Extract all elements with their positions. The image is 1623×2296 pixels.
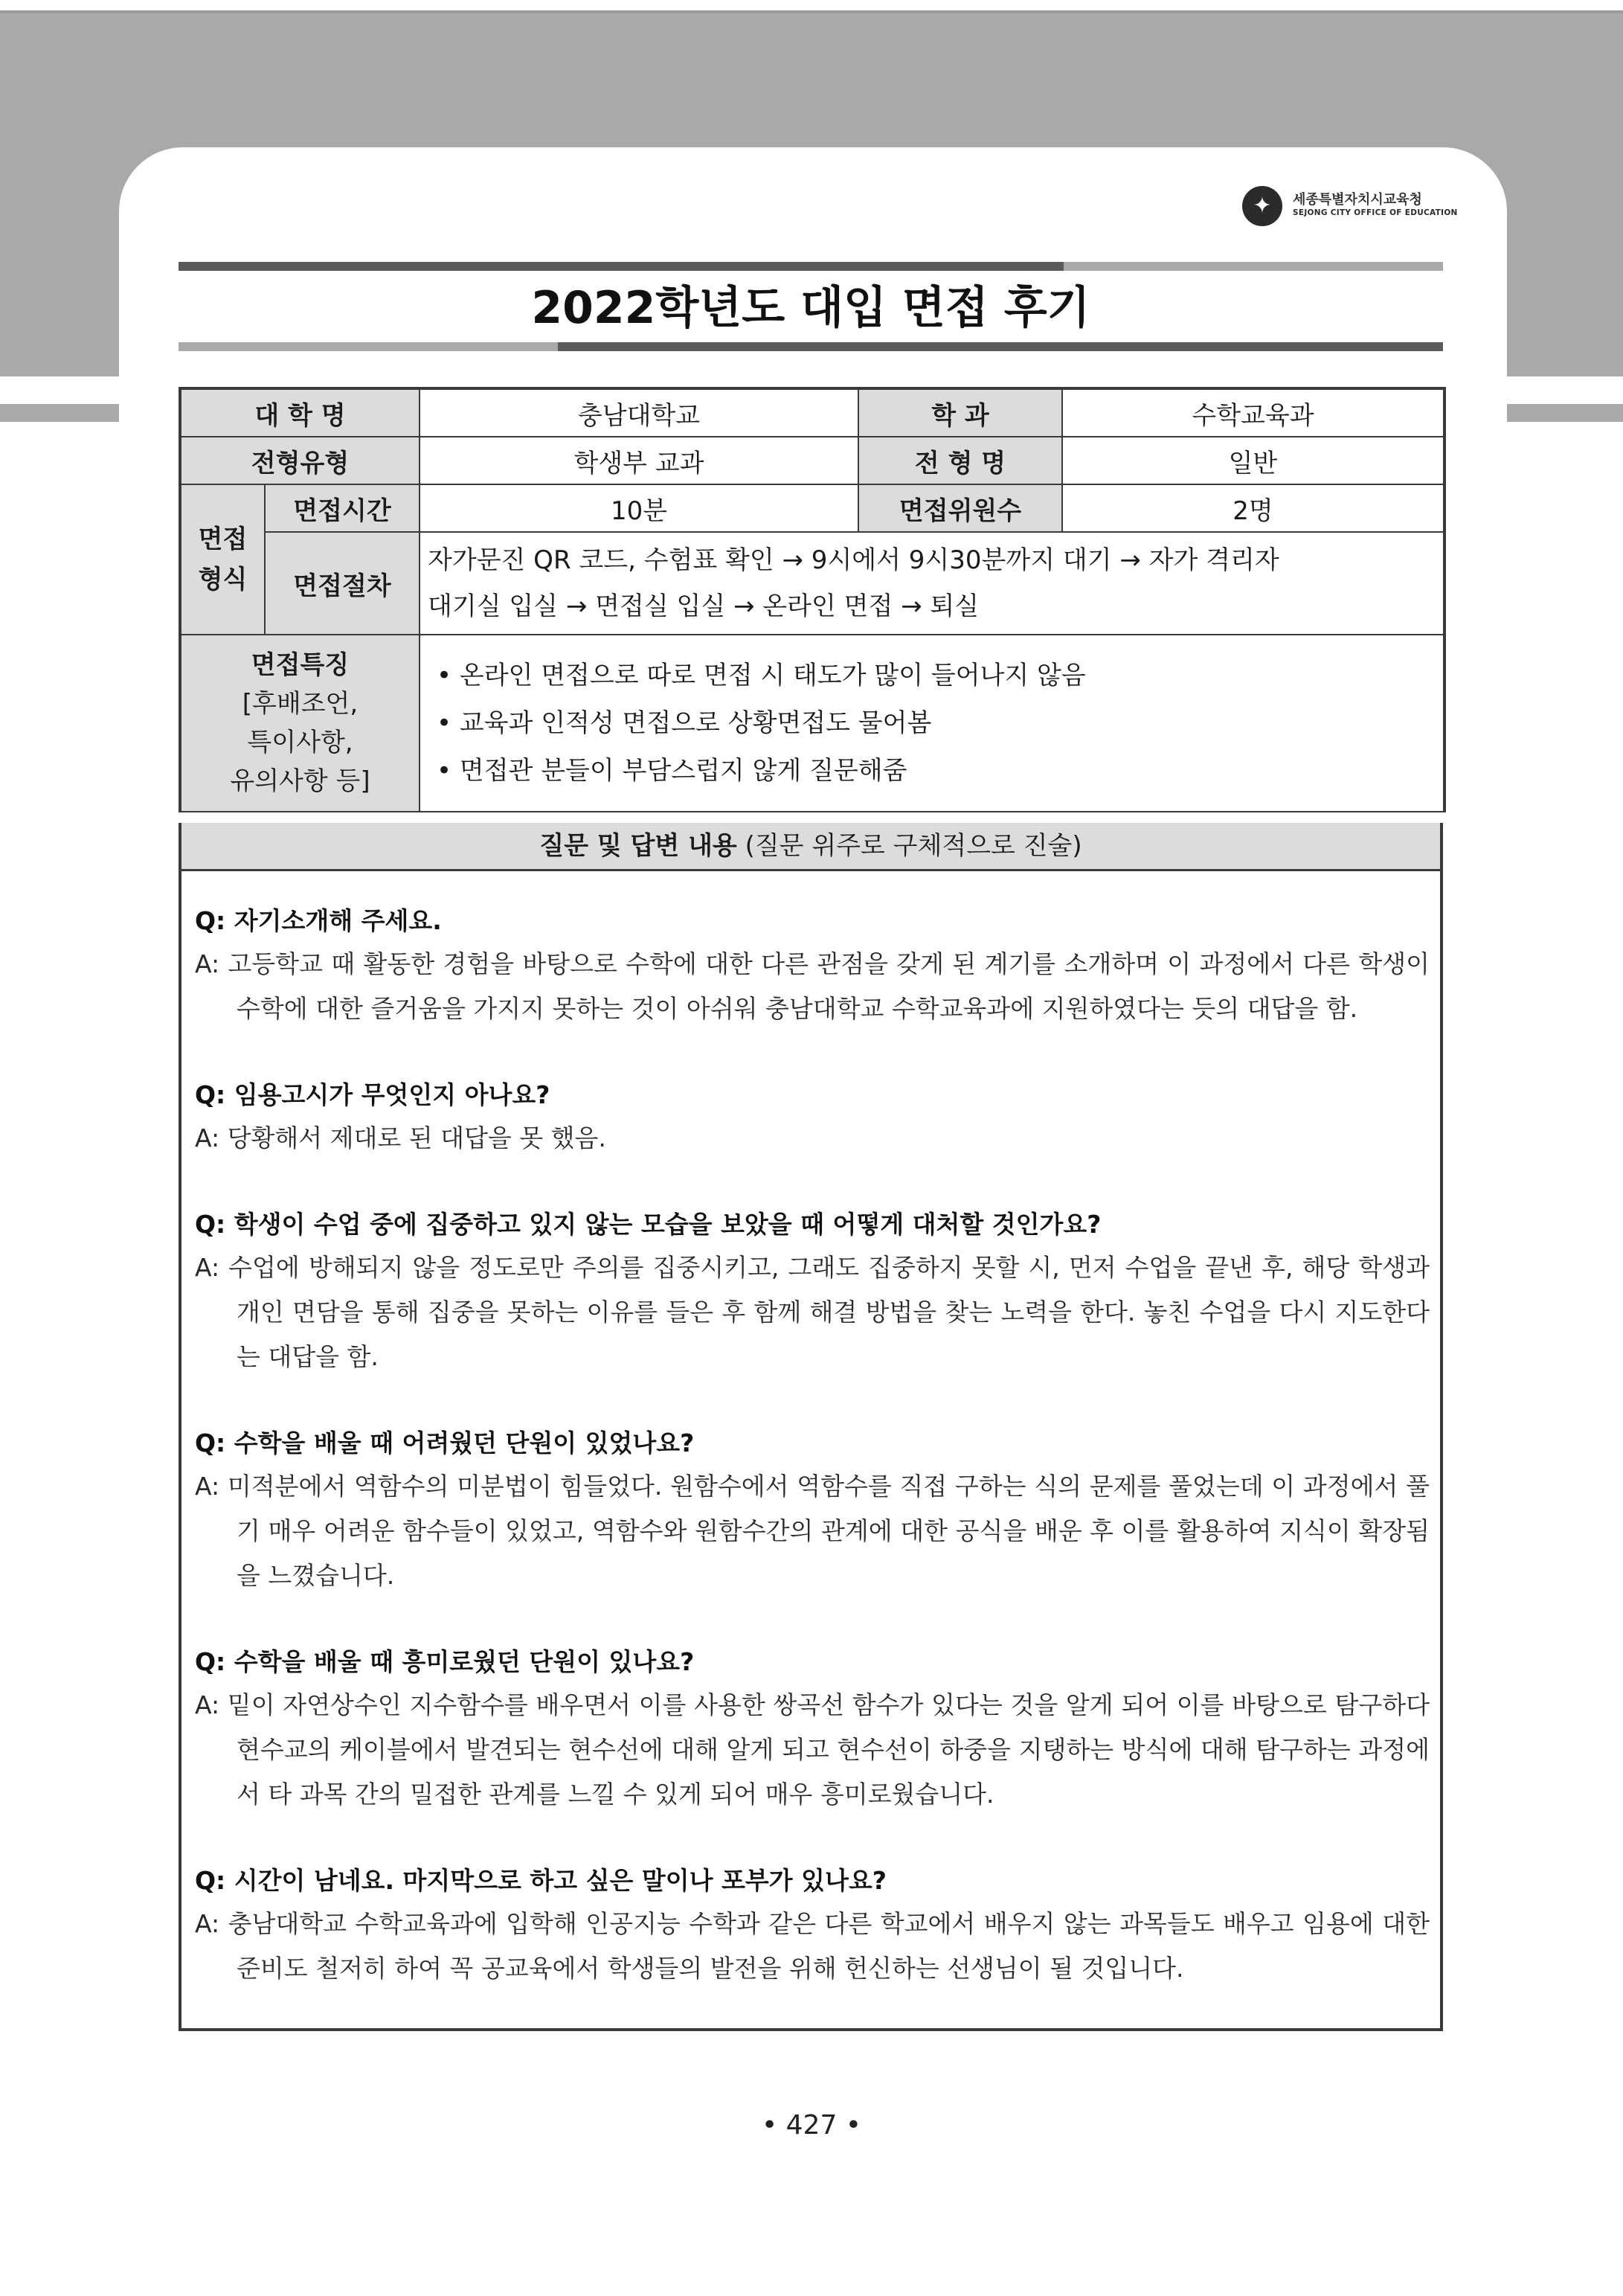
admission-type-label: 전형유형 (180, 437, 420, 484)
qa-header-title: 질문 및 답변 내용 (539, 831, 737, 861)
admission-type-value: 학생부 교과 (420, 437, 858, 484)
left-side-bar (0, 404, 119, 422)
page-title: 2022학년도 대입 면접 후기 (531, 282, 1090, 334)
university-value: 충남대학교 (420, 388, 858, 437)
features-label-line-3: 특이사항, (247, 728, 353, 757)
qa-header (181, 823, 1440, 871)
features-label (180, 635, 420, 812)
interview-time-value: 10분 (420, 484, 858, 532)
list-item: • 교육과 인적성 면접으로 상황면접도 물어봄 (437, 708, 932, 738)
sejong-education-logo (1242, 186, 1480, 231)
qa-item (195, 1204, 1430, 1379)
right-side-bar (1507, 404, 1623, 422)
qa-header-note: (질문 위주로 구체적으로 진술) (736, 831, 1082, 861)
procedure-line-2: 대기실 입실 → 면접실 입실 → 온라인 면접 → 퇴실 (428, 591, 980, 621)
answer: A: 당황해서 제대로 된 대답을 못 했음. (195, 1123, 606, 1152)
interviewers-value: 2명 (1062, 484, 1444, 532)
question: Q: 학생이 수업 중에 집중하고 있지 않는 모습을 보았을 때 어떻게 대처할 것인가요? (195, 1210, 1102, 1239)
question: Q: 임용고시가 무엇인지 아나요? (195, 1080, 550, 1109)
logo-name-kr: 세종특별자치시교육청 (1293, 192, 1422, 208)
qa-list (195, 900, 1430, 2034)
table-row (180, 437, 1444, 484)
title-rule-top (179, 262, 1443, 271)
department-value: 수학교육과 (1062, 388, 1444, 437)
table-row (180, 635, 1444, 812)
list-item: • 면접관 분들이 부담스럽지 않게 질문해줌 (437, 756, 907, 786)
admission-name-label: 전 형 명 (858, 437, 1062, 484)
list-item: • 온라인 면접으로 따로 면접 시 태도가 많이 들어나지 않음 (437, 661, 1086, 690)
answer: A: 충남대학교 수학교육과에 입학해 인공지능 수학과 같은 다른 학교에서 배우지 않는 과목들도 배우고 임용에 대한 준비도 철저히 하여 꼭 공교육에서 학생들의 발전을 위해 헌신하는 선생님이 될 것입니다. (195, 1909, 1430, 1983)
interview-info-table (179, 387, 1446, 812)
logo-name-en: SEJONG CITY OFFICE OF EDUCATION (1293, 208, 1458, 217)
table-row (180, 388, 1444, 437)
table-row (180, 532, 1444, 635)
qa-item (195, 1641, 1430, 1817)
procedure-line-1: 자가문진 QR 코드, 수험표 확인 → 9시에서 9시30분까지 대기 → 자가 격리자 (428, 545, 1279, 575)
qa-item (195, 900, 1430, 1031)
page-number: • 427 • (761, 2110, 862, 2141)
answer: A: 밑이 자연상수인 지수함수를 배우면서 이를 사용한 쌍곡선 함수가 있다는 것을 알게 되어 이를 바탕으로 탐구하다 현수교의 케이블에서 발견되는 현수선에 대해 알게 되고 현수선이 하중을 지탱하는 방식에 대해 탐구하는 과정에서 타 과목 간의 밀접한 관계를 느낄 수 있게 되어 매우 흥미로웠습니다. (195, 1690, 1430, 1809)
qa-item (195, 1860, 1430, 1991)
interview-time-label: 면접시간 (265, 484, 420, 532)
emblem-icon: ✦ (1242, 186, 1282, 226)
title-rule-bottom (179, 342, 1443, 351)
university-label: 대 학 명 (180, 388, 420, 437)
qa-section (179, 823, 1443, 2031)
procedure-value (420, 532, 1444, 635)
answer: A: 고등학교 때 활동한 경험을 바탕으로 수학에 대한 다른 관점을 갖게 된 계기를 소개하며 이 과정에서 다른 학생이 수학에 대한 즐거움을 가지지 못하는 것이 아쉬워 충남대학교 수학교육과에 지원하였다는 듯의 대답을 함. (195, 949, 1430, 1023)
qa-item (195, 1423, 1430, 1598)
features-label-title: 면접특징 (251, 650, 350, 680)
question: Q: 시간이 남네요. 마지막으로 하고 싶은 말이나 포부가 있나요? (195, 1866, 887, 1895)
interviewers-label: 면접위원수 (858, 484, 1062, 532)
department-label: 학 과 (858, 388, 1062, 437)
question: Q: 수학을 배울 때 어려웠던 단원이 있었나요? (195, 1428, 695, 1458)
interview-format-label: 면접 형식 (180, 484, 265, 635)
answer: A: 수업에 방해되지 않을 정도로만 주의를 집중시키고, 그래도 집중하지 못할 시, 먼저 수업을 끝낸 후, 해당 학생과 개인 면담을 통해 집중을 못하는 이유를 들은 후 함께 해결 방법을 찾는 노력을 한다. 놓친 수업을 다시 지도한다는 대답을 함. (195, 1253, 1430, 1371)
qa-item (195, 1074, 1430, 1161)
admission-name-value: 일반 (1062, 437, 1444, 484)
top-rule (0, 10, 1623, 13)
features-label-line-4: 유의사항 등] (230, 766, 370, 796)
question: Q: 자기소개해 주세요. (195, 906, 442, 935)
answer: A: 미적분에서 역함수의 미분법이 힘들었다. 원함수에서 역함수를 직접 구하는 식의 문제를 풀었는데 이 과정에서 풀기 매우 어려운 함수들이 있었고, 역함수와 원함수간의 관계에 대한 공식을 배운 후 이를 활용하여 지식이 확장됨을 느꼈습니다. (195, 1472, 1430, 1590)
features-value (420, 635, 1444, 812)
question: Q: 수학을 배울 때 흥미로웠던 단원이 있나요? (195, 1647, 695, 1676)
features-list (420, 652, 1443, 795)
features-label-line-2: [후배조언, (242, 689, 359, 719)
procedure-label: 면접절차 (265, 532, 420, 635)
table-row (180, 484, 1444, 532)
